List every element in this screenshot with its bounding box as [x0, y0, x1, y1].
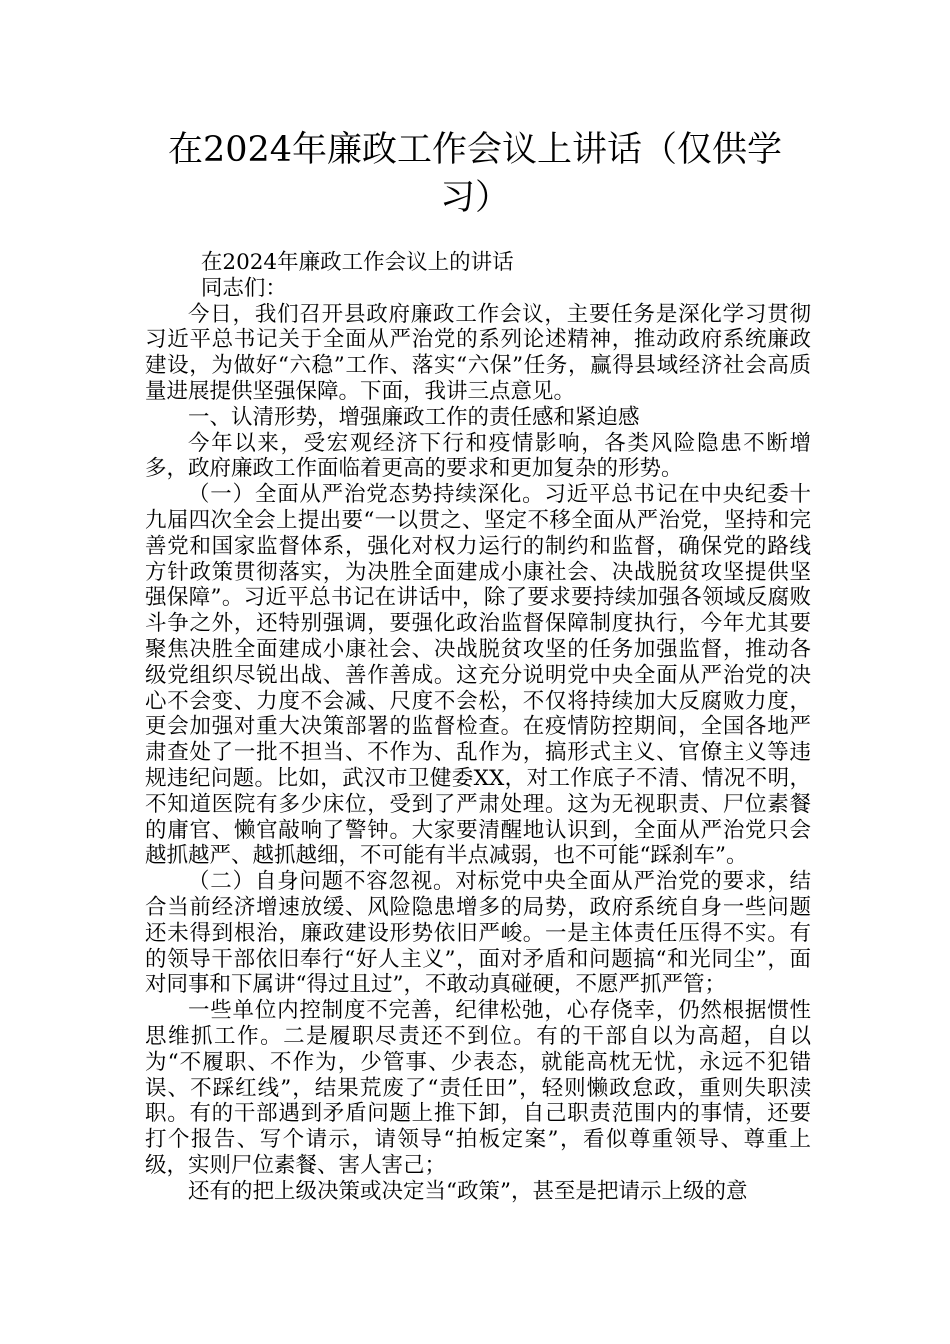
paragraph: 今年以来，受宏观经济下行和疫情影响，各类风险隐患不断增多，政府廉政工作面临着更高的要求和更加复杂的形势。 — [145, 430, 811, 482]
paragraph: （一）全面从严治党态势持续深化。习近平总书记在中央纪委十九届四次全会上提出要“一以贯之、坚定不移全面从严治党，坚持和完善党和国家监督体系，强化对权力运行的制约和监督，确保党的路线方针政策贯彻落实，为决胜全面建成小康社会、决战脱贫攻坚提供坚强保障”。习近平总书记在讲话中，除了要求要持续加强各领域反腐败斗争之外，还特别强调，要强化政治监督保障制度执行，今年尤其要聚焦决胜全面建成小康社会、决战脱贫攻坚的任务加强监督，推动各级党组织尽锐出战、善作善成。这充分说明党中央全面从严治党的决心不会变、力度不会减、尺度不会松，不仅将持续加大反腐败力度，更会加强对重大决策部署的监督检查。在疫情防控期间，全国各地严肃查处了一批不担当、不作为、乱作为，搞形式主义、官僚主义等违规违纪问题。比如，武汉市卫健委XX，对工作底子不清、情况不明，不知道医院有多少床位，受到了严肃处理。这为无视职责、尸位素餐的庸官、懒官敲响了警钟。大家要清醒地认识到，全面从严治党只会越抓越严、越抓越细，不可能有半点减弱，也不可能“踩刹车”。 — [145, 482, 811, 869]
document-title: 在2024年廉政工作会议上讲话（仅供学习） — [167, 130, 783, 218]
document-body — [145, 250, 811, 1204]
paragraph: （二）自身问题不容忽视。对标党中央全面从严治党的要求，结合当前经济增速放缓、风险隐患增多的局势，政府系统自身一些问题还未得到根治，廉政建设形势依旧严峻。一是主体责任压得不实。有的领导干部依旧奉行“好人主义”，面对矛盾和问题搞“和光同尘”，面对同事和下属讲“得过且过”，不敢动真碰硬，不愿严抓严管； — [145, 869, 811, 998]
paragraph: 还有的把上级决策或决定当“政策”，甚至是把请示上级的意 — [188, 1178, 748, 1204]
salutation: 同志们： — [200, 275, 287, 301]
section-heading: 一、认清形势，增强廉政工作的责任感和紧迫感 — [188, 404, 640, 430]
paragraph: 今日，我们召开县政府廉政工作会议，主要任务是深化学习贯彻习近平总书记关于全面从严治党的系列论述精神，推动政府系统廉政建设，为做好“六稳”工作、落实“六保”任务，赢得县域经济社会高质量进展提供坚强保障。下面，我讲三点意见。 — [145, 301, 811, 404]
paragraph: 一些单位内控制度不完善，纪律松弛，心存侥幸，仍然根据惯性思维抓工作。二是履职尽责还不到位。有的干部自以为高超，自以为“不履职、不作为，少管事、少表态，就能高枕无忧，永远不犯错误、不踩红线”，结果荒废了“责任田”，轻则懒政怠政，重则失职渎职。有的干部遇到矛盾问题上推下卸，自己职责范围内的事情，还要打个报告、写个请示，请领导“拍板定案”，看似尊重领导、尊重上级，实则尸位素餐、害人害己； — [145, 998, 811, 1178]
speech-heading: 在2024年廉政工作会议上的讲话 — [200, 250, 514, 275]
